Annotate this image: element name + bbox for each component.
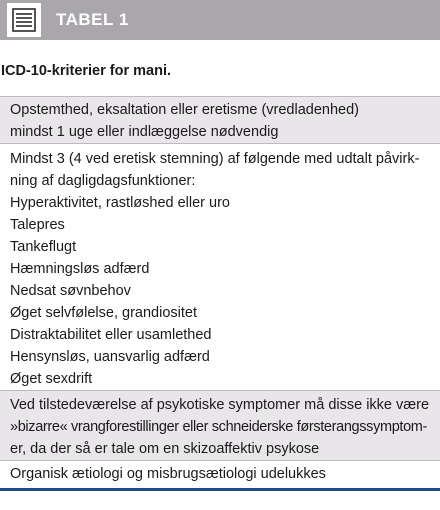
row-text: Mindst 3 (4 ved eretisk stemning) af følgende med udtalt påvirk- xyxy=(10,151,420,167)
row-text: ning af dagligdagsfunktioner: xyxy=(10,173,196,189)
row-text: mindst 1 uge eller indlæggelse nødvendig xyxy=(10,124,279,140)
criterion-item: Øget sexdrift xyxy=(10,371,93,387)
row-text: er, da der så er tale om en skizoaffektiv psykose xyxy=(10,441,320,457)
table-row xyxy=(0,390,440,460)
table-row xyxy=(0,460,440,486)
row-text: Ved tilstedeværelse af psykotiske symptomer må disse ikke være xyxy=(10,397,430,413)
criterion-item: Hensynsløs, uansvarlig adfærd xyxy=(10,349,210,365)
criterion-item: Hyperaktivitet, rastløshed eller uro xyxy=(10,195,230,211)
criterion-item: Talepres xyxy=(10,217,65,233)
table-caption: ICD-10-kriterier for mani. xyxy=(1,63,172,79)
document-list-icon xyxy=(7,3,41,37)
criterion-item: Øget selvfølelse, grandiositet xyxy=(10,305,197,321)
table-title: TABEL 1 xyxy=(56,10,129,29)
criterion-item: Distraktabilitet eller usamlethed xyxy=(10,327,212,343)
row-text: »bizarre« vrangforestillinger eller schneiderske førsterangssymptom- xyxy=(10,419,428,435)
criterion-item: Nedsat søvnbehov xyxy=(10,283,131,299)
row-text: Opstemthed, eksaltation eller eretisme (vredladenhed) xyxy=(10,102,359,118)
table-row xyxy=(0,143,440,390)
row-text: Organisk ætiologi og misbrugsætiologi udelukkes xyxy=(10,466,326,482)
criterion-item: Tankeflugt xyxy=(10,239,77,255)
criterion-item: Hæmningsløs adfærd xyxy=(10,261,150,277)
table-row xyxy=(0,96,440,143)
table-header-bar xyxy=(0,0,440,40)
table-bottom-rule xyxy=(0,488,440,491)
